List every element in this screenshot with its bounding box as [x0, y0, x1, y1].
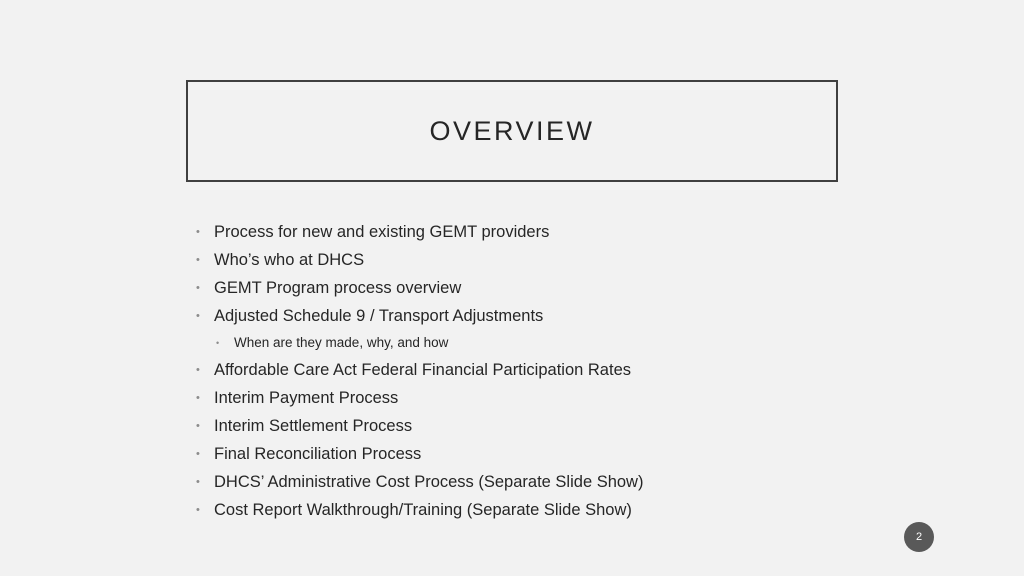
bullet-dot-icon: • [196, 504, 200, 516]
bullet-item [196, 274, 643, 302]
bullet-list [196, 218, 643, 524]
sub-bullet-item [196, 330, 643, 356]
bullet-item [196, 440, 643, 468]
bullet-dot-icon: • [196, 364, 200, 376]
bullet-text: Final Reconciliation Process [214, 445, 422, 463]
bullet-dot-icon: • [216, 338, 220, 348]
bullet-item [196, 384, 643, 412]
bullet-text: GEMT Program process overview [214, 279, 462, 297]
bullet-item [196, 246, 643, 274]
bullet-text: Cost Report Walkthrough/Training (Separate Slide Show) [214, 501, 632, 519]
bullet-item [196, 302, 643, 330]
bullet-dot-icon: • [196, 392, 200, 404]
bullet-item [196, 218, 643, 246]
bullet-text: Adjusted Schedule 9 / Transport Adjustments [214, 307, 544, 325]
bullet-item [196, 496, 643, 524]
bullet-dot-icon: • [196, 448, 200, 460]
sub-bullet-text: When are they made, why, and how [234, 335, 449, 350]
bullet-dot-icon: • [196, 254, 200, 266]
bullet-text: Interim Settlement Process [214, 417, 413, 435]
title-box [186, 80, 838, 182]
slide-title: OVERVIEW [429, 115, 595, 146]
bullet-item [196, 468, 643, 496]
page-number-badge [904, 522, 934, 552]
bullet-dot-icon: • [196, 310, 200, 322]
bullet-text: DHCS’ Administrative Cost Process (Separate Slide Show) [214, 473, 644, 491]
bullet-item [196, 412, 643, 440]
bullet-item [196, 356, 643, 384]
bullet-dot-icon: • [196, 226, 200, 238]
bullet-text: Interim Payment Process [214, 389, 399, 407]
bullet-text: Process for new and existing GEMT providers [214, 223, 550, 241]
page-number: 2 [915, 531, 923, 543]
bullet-dot-icon: • [196, 420, 200, 432]
bullet-dot-icon: • [196, 476, 200, 488]
bullet-dot-icon: • [196, 282, 200, 294]
bullet-text: Affordable Care Act Federal Financial Participation Rates [214, 361, 631, 379]
bullet-text: Who’s who at DHCS [214, 251, 365, 269]
